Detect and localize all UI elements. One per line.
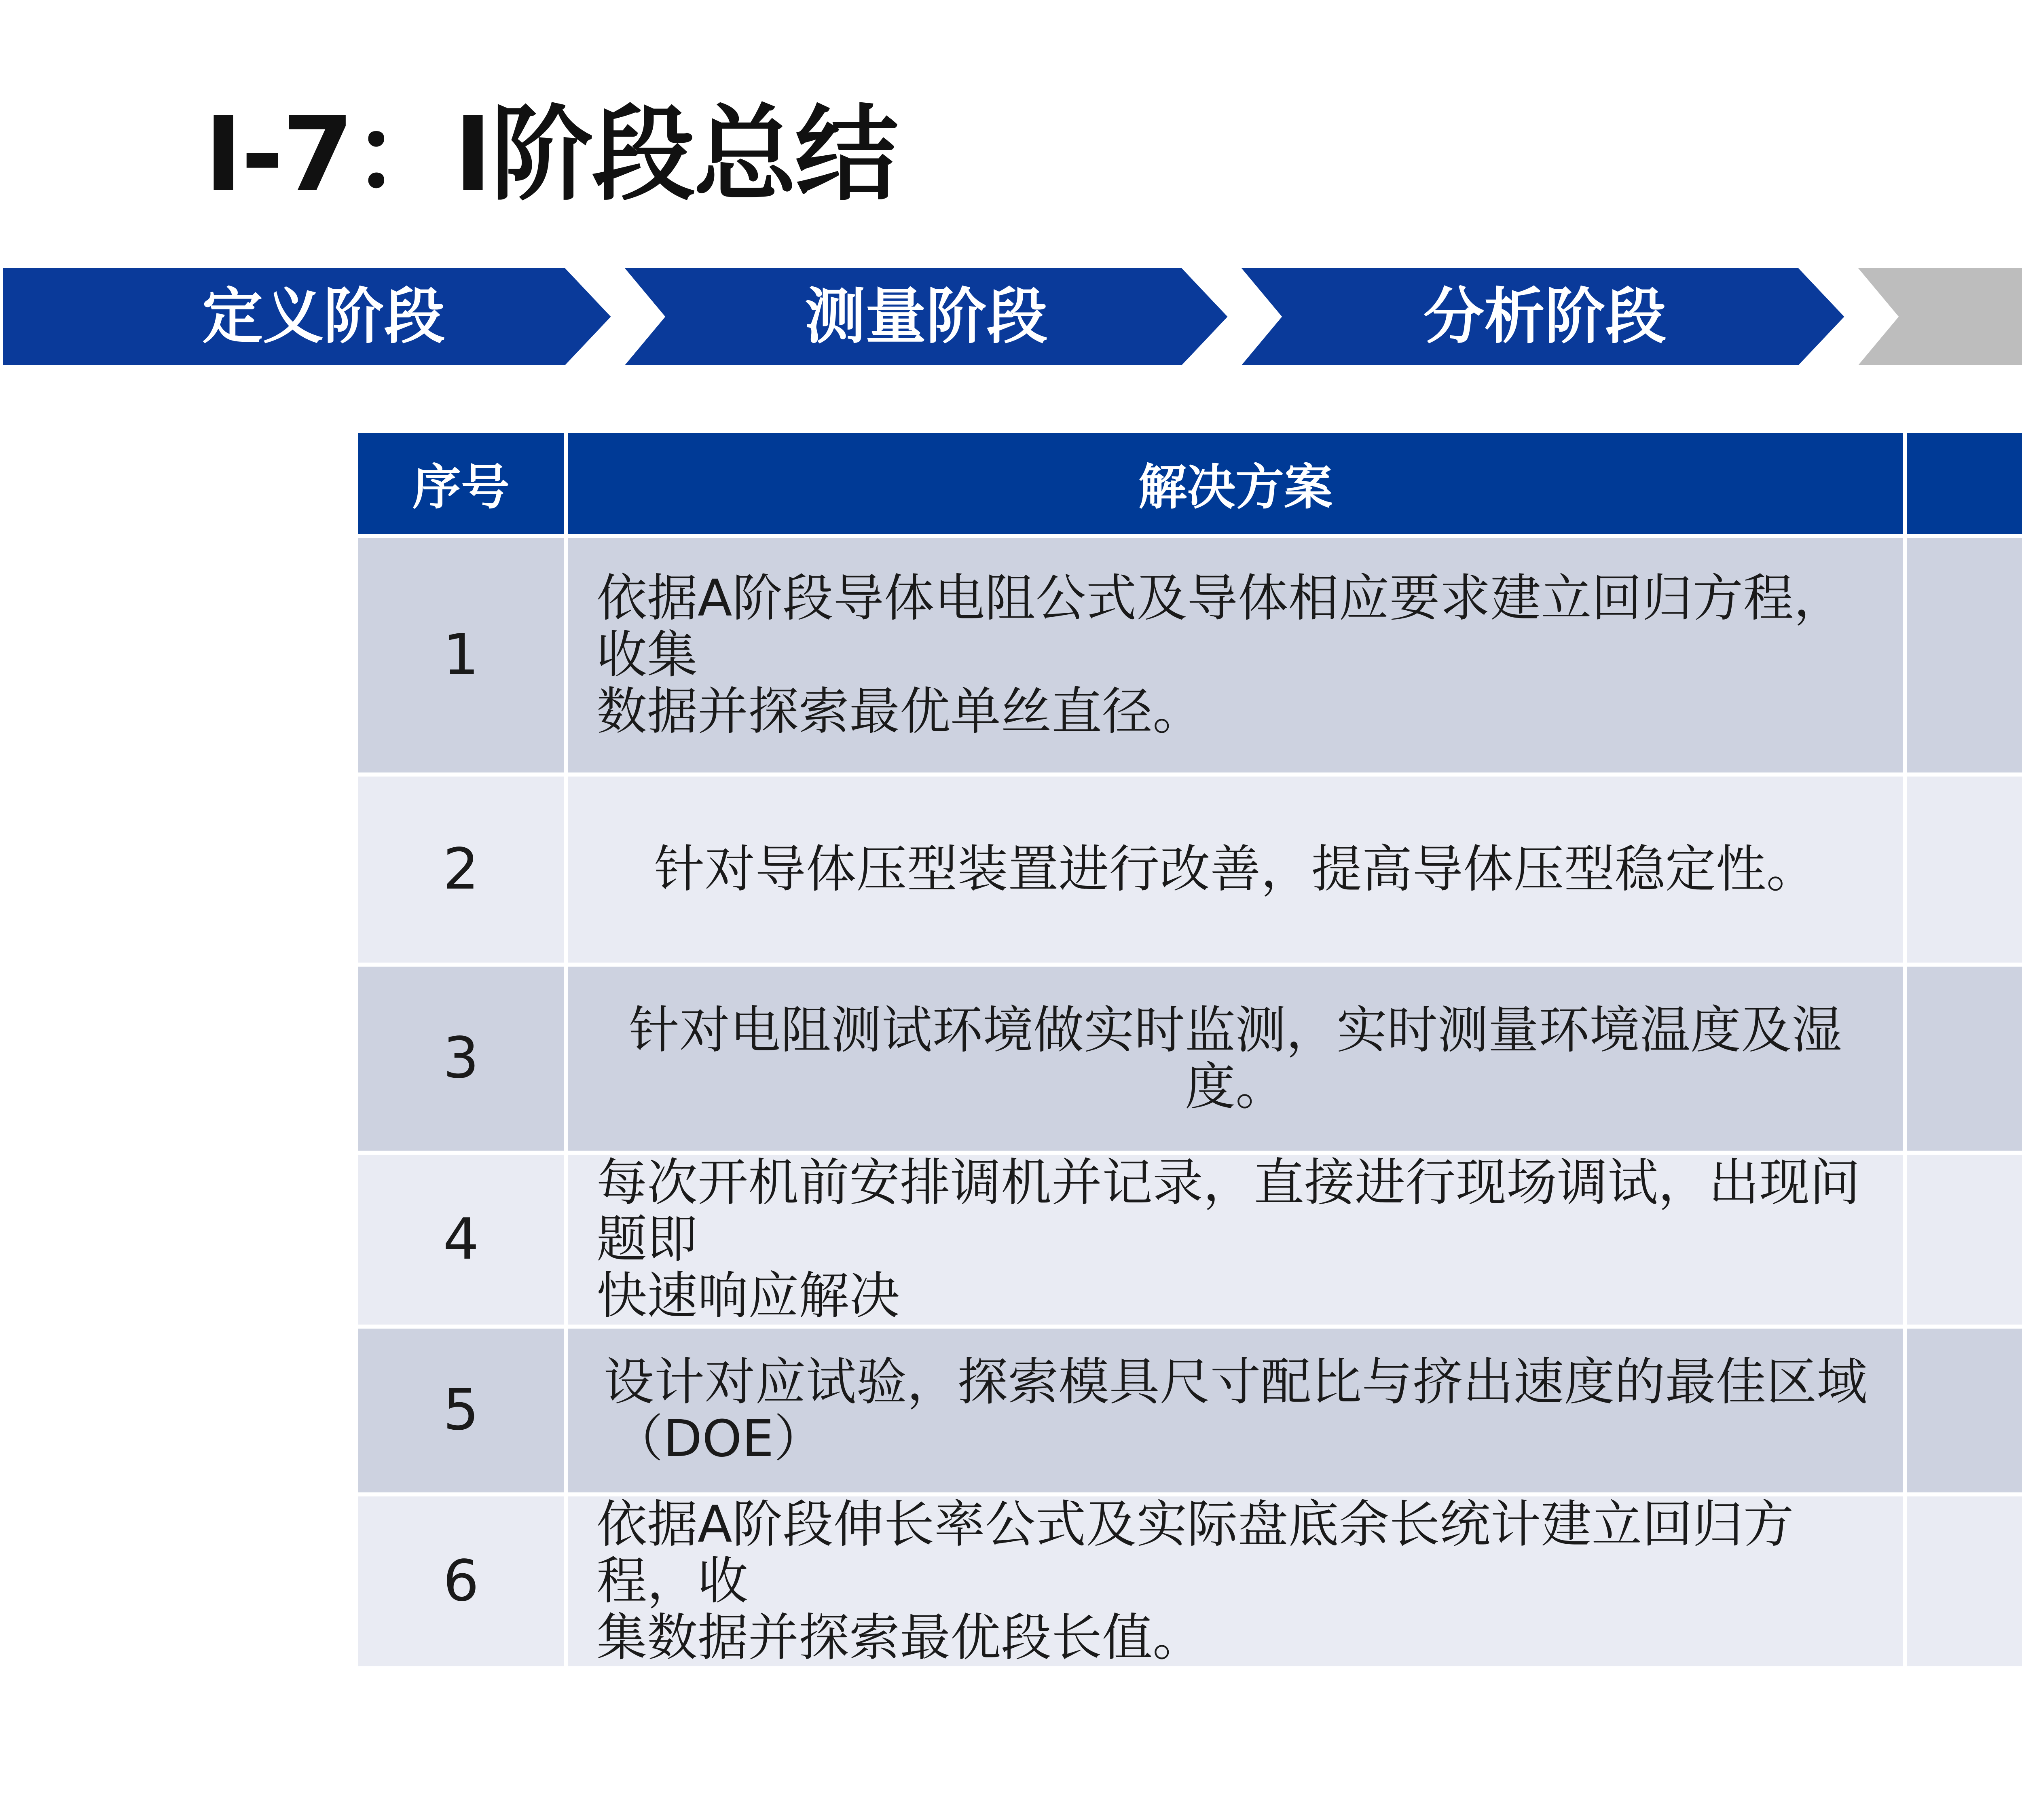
row-status xyxy=(1905,1153,2022,1327)
row-no: 6 xyxy=(356,1494,566,1668)
table-row xyxy=(356,1327,2022,1494)
stage-measure: 测量阶段 xyxy=(804,281,1047,352)
solution-line: 针对电阻测试环境做实时监测，实时测量环境温度及湿度。 xyxy=(629,1001,1842,1116)
row-status xyxy=(1905,1327,2022,1494)
row-status xyxy=(1905,1494,2022,1668)
row-status xyxy=(1905,965,2022,1153)
solution-line: 数据并探索最优单丝直径。 xyxy=(596,682,1203,741)
table-row xyxy=(356,965,2022,1153)
header-solution: 解决方案 xyxy=(566,431,1905,536)
table-row xyxy=(356,1153,2022,1327)
stage-analyze: 分析阶段 xyxy=(1423,281,1666,352)
solution-line: 每次开机前安排调机并记录，直接进行现场调试，出现问题即 xyxy=(596,1153,1860,1269)
row-solution xyxy=(566,1153,1905,1327)
stage-improve xyxy=(1901,265,2022,368)
row-solution xyxy=(566,775,1905,965)
row-no: 4 xyxy=(356,1153,566,1327)
row-no: 2 xyxy=(356,775,566,965)
row-solution xyxy=(566,1494,1905,1668)
header-no: 序号 xyxy=(356,431,566,536)
solution-line: （DOE） xyxy=(613,1409,825,1468)
table-row xyxy=(356,536,2022,775)
row-no: 1 xyxy=(356,536,566,775)
row-solution xyxy=(566,965,1905,1153)
stage-define: 定义阶段 xyxy=(202,281,445,352)
row-solution xyxy=(566,1327,1905,1494)
table-header-row xyxy=(356,431,2022,536)
solution-line: 依据A阶段导体电阻公式及导体相应要求建立回归方程，收集 xyxy=(596,569,1844,684)
solution-line: 集数据并探索最优段长值。 xyxy=(596,1608,1203,1667)
row-no: 3 xyxy=(356,965,566,1153)
row-solution xyxy=(566,536,1905,775)
process-stage-bar xyxy=(0,265,2022,368)
summary-table-container xyxy=(354,429,2022,1670)
solution-line: 依据A阶段伸长率公式及实际盘底余长统计建立回归方程，收 xyxy=(596,1495,1794,1610)
row-no: 5 xyxy=(356,1327,566,1494)
row-status xyxy=(1905,536,2022,775)
table-row xyxy=(356,1494,2022,1668)
solution-line: 针对导体压型装置进行改善，提高导体压型稳定性。 xyxy=(654,840,1817,899)
table-row xyxy=(356,775,2022,965)
solution-line: 设计对应试验，探索模具尺寸配比与挤出速度的最佳区域 xyxy=(603,1352,1868,1412)
page-title: I-7：I阶段总结 xyxy=(204,95,897,215)
solution-line: 快速响应解决 xyxy=(596,1267,900,1325)
row-status xyxy=(1905,775,2022,965)
summary-table xyxy=(354,429,2022,1670)
header-status xyxy=(1905,431,2022,536)
